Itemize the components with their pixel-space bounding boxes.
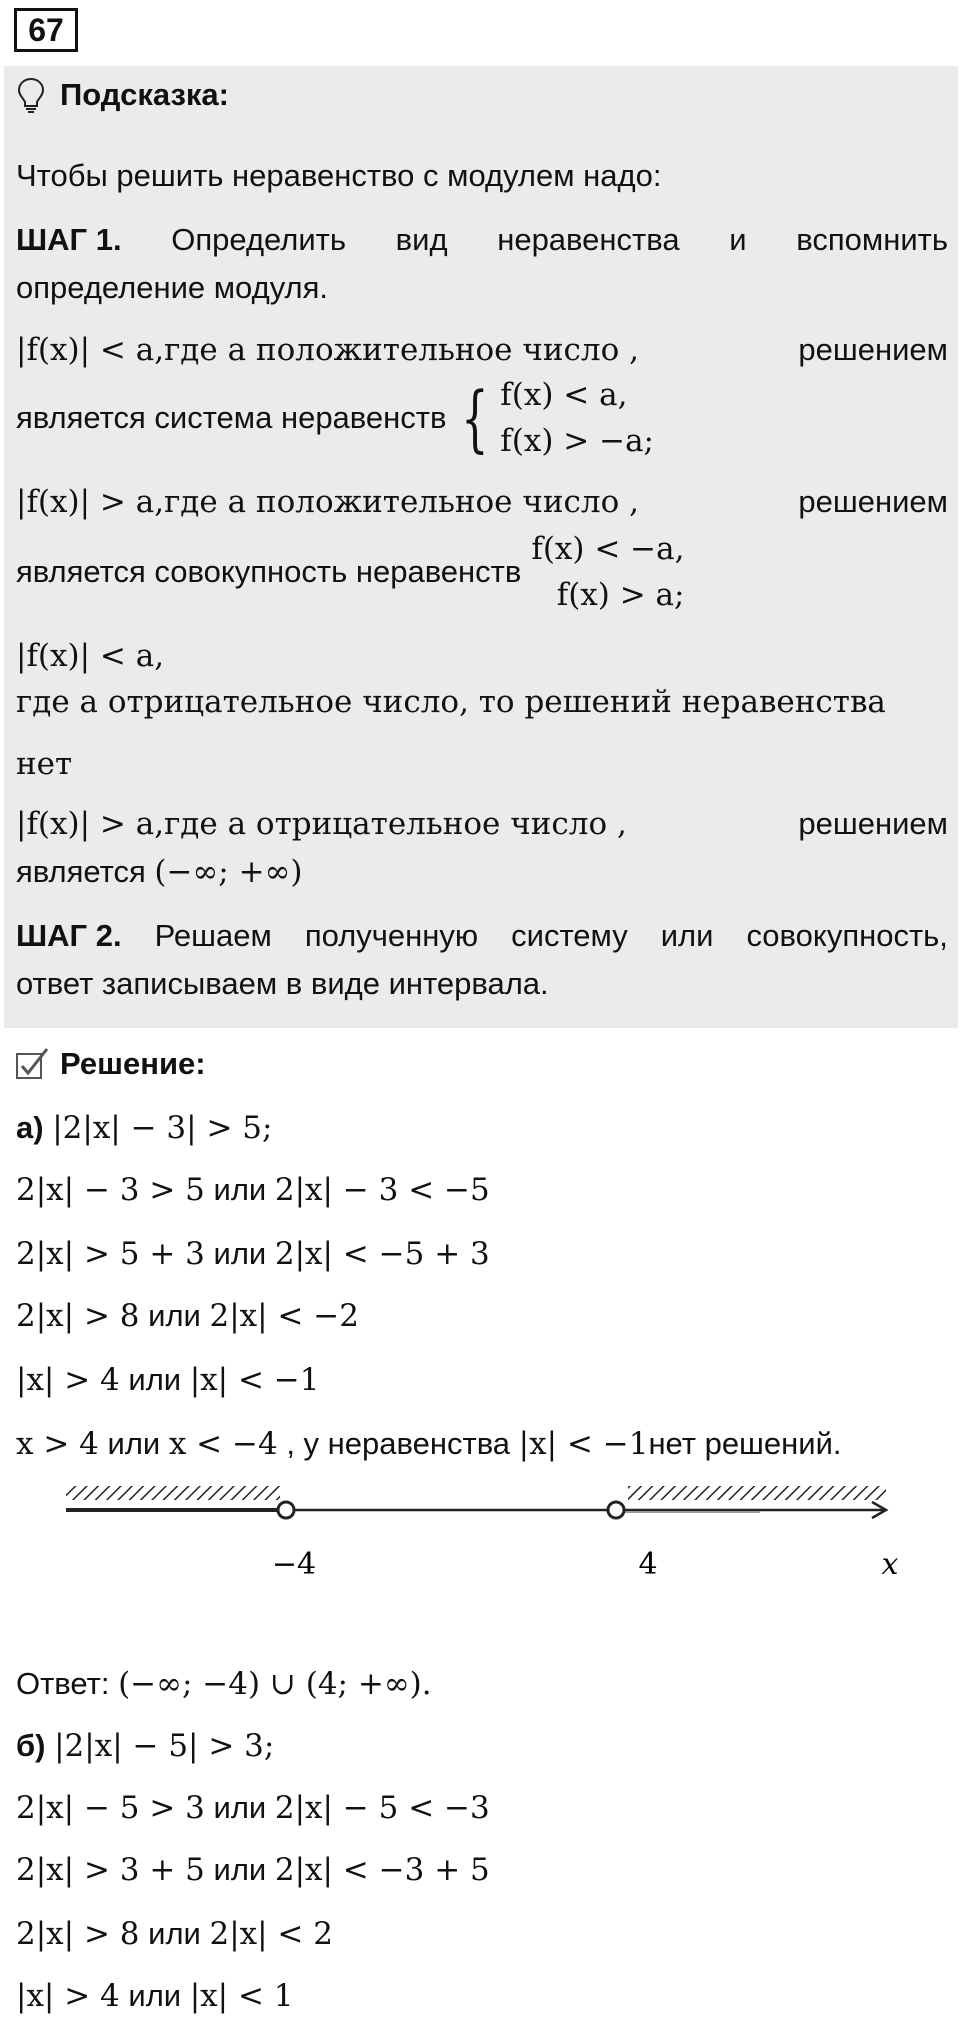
brace: { bbox=[461, 376, 490, 460]
case4-line1 bbox=[16, 806, 948, 842]
case4-expr: |f(x)| > a, bbox=[16, 806, 165, 842]
lightbulb-icon bbox=[16, 76, 46, 114]
math-expr: 2|x| − 3 > 5 bbox=[16, 1172, 205, 1208]
case2-sys-line: f(x) > a; bbox=[556, 577, 685, 613]
step1-line1 bbox=[16, 222, 948, 258]
part-b-label: б) bbox=[16, 1728, 46, 1763]
math-expr: 2|x| − 5 > 3 bbox=[16, 1790, 205, 1826]
math-expr: |x| < −1 bbox=[189, 1362, 320, 1398]
part-a-line bbox=[16, 1362, 320, 1398]
case3-line2: где a отрицательное число, то решений неравенства bbox=[16, 684, 886, 720]
case1-right: решением bbox=[798, 332, 948, 367]
step2-word: Решаем bbox=[154, 918, 272, 953]
or-word: или bbox=[119, 1362, 190, 1397]
hint-intro: Чтобы решить неравенство с модулем надо: bbox=[16, 158, 662, 193]
math-expr: 2|x| < 2 bbox=[209, 1916, 333, 1952]
case2-line2 bbox=[16, 526, 684, 618]
numberline-axis-label: x bbox=[881, 1547, 899, 1582]
case2-collection bbox=[531, 526, 684, 618]
case2-right: решением bbox=[798, 484, 948, 519]
part-a-label: а) bbox=[16, 1110, 44, 1145]
part-a-expr: |2|x| − 3| > 5; bbox=[52, 1110, 273, 1146]
or-word: или bbox=[204, 1236, 275, 1271]
solution-header bbox=[14, 1046, 206, 1082]
hint-heading: Подсказка: bbox=[60, 77, 229, 112]
case2-line1 bbox=[16, 484, 948, 520]
case4-right: решением bbox=[798, 806, 948, 841]
case4-line2-text: является bbox=[16, 854, 146, 889]
answer-prefix: Ответ: bbox=[16, 1666, 119, 1701]
or-word: или bbox=[139, 1298, 210, 1333]
step2-word: полученную bbox=[304, 918, 479, 953]
case1-line2 bbox=[16, 372, 654, 464]
or-word: или bbox=[98, 1426, 169, 1461]
part-b-line bbox=[16, 1790, 490, 1826]
step1-word: Определить bbox=[171, 222, 347, 257]
case1-sys-line: f(x) > −a; bbox=[500, 423, 654, 459]
part-a-final bbox=[16, 1426, 842, 1462]
case2-line2-text: является совокупность неравенств bbox=[16, 554, 522, 589]
case1-text: где a положительное число , bbox=[164, 332, 639, 368]
open-point-left bbox=[278, 1502, 294, 1518]
part-b-statement bbox=[16, 1728, 274, 1764]
answer-line bbox=[16, 1666, 432, 1702]
case2-sys-line: f(x) < −a, bbox=[531, 531, 685, 567]
part-b-expr: |2|x| − 5| > 3; bbox=[54, 1728, 275, 1764]
or-word: или bbox=[204, 1172, 275, 1207]
step1-line2: определение модуля. bbox=[16, 270, 329, 305]
math-expr: 2|x| > 3 + 5 bbox=[16, 1852, 205, 1888]
case3-line3: нет bbox=[16, 746, 73, 782]
number-line bbox=[0, 1470, 960, 1590]
case2-expr: |f(x)| > a, bbox=[16, 484, 165, 520]
math-expr: 2|x| < −5 + 3 bbox=[274, 1236, 490, 1272]
solution-heading: Решение: bbox=[60, 1046, 206, 1081]
step2-word: совокупность, bbox=[746, 918, 948, 953]
math-expr: |x| < 1 bbox=[189, 1978, 294, 2014]
part-b-line bbox=[16, 1916, 333, 1952]
case2-text: где a положительное число , bbox=[164, 484, 639, 520]
hint-header bbox=[16, 76, 229, 114]
case4-interval: (−∞; +∞) bbox=[154, 854, 303, 890]
step1-word: вид bbox=[395, 222, 448, 257]
text: нет решений. bbox=[648, 1426, 842, 1461]
step2-line1 bbox=[16, 918, 948, 954]
numberline-label-right: 4 bbox=[638, 1547, 658, 1582]
case4-text: где a отрицательное число , bbox=[164, 806, 627, 842]
part-b-line bbox=[16, 1852, 490, 1888]
case1-line1 bbox=[16, 332, 948, 368]
math-expr: |x| > 4 bbox=[16, 1362, 120, 1398]
case1-expr: |f(x)| < a, bbox=[16, 332, 165, 368]
step2-word: систему bbox=[511, 918, 628, 953]
step1-word: неравенства bbox=[497, 222, 680, 257]
answer-value: (−∞; −4) ∪ (4; +∞). bbox=[118, 1666, 432, 1702]
or-word: или bbox=[139, 1916, 210, 1951]
part-a-line bbox=[16, 1236, 490, 1272]
case3-expr: |f(x)| < a, bbox=[16, 638, 165, 674]
task-number: 67 bbox=[14, 8, 78, 52]
math-expr: x > 4 bbox=[16, 1426, 99, 1462]
numberline-label-left: −4 bbox=[271, 1547, 317, 1582]
step1-word: и bbox=[729, 222, 747, 257]
open-point-right bbox=[608, 1502, 624, 1518]
part-b-line bbox=[16, 1978, 294, 2014]
math-expr: 2|x| > 8 bbox=[16, 1298, 140, 1334]
step2-line2: ответ записываем в виде интервала. bbox=[16, 966, 549, 1001]
step1-label: ШАГ 1. bbox=[16, 222, 122, 257]
part-a-statement bbox=[16, 1110, 272, 1146]
step1-word: вспомнить bbox=[796, 222, 948, 257]
math-expr: 2|x| − 3 < −5 bbox=[274, 1172, 490, 1208]
case1-system bbox=[452, 372, 654, 464]
part-a-line bbox=[16, 1298, 359, 1334]
math-expr: 2|x| < −2 bbox=[209, 1298, 359, 1334]
step2-word: или bbox=[660, 918, 714, 953]
math-expr: 2|x| > 8 bbox=[16, 1916, 140, 1952]
hatch-right bbox=[628, 1486, 886, 1500]
case1-sys-line: f(x) < a, bbox=[500, 377, 628, 413]
math-expr: x < −4 bbox=[168, 1426, 278, 1462]
or-word: или bbox=[204, 1852, 275, 1887]
math-expr: 2|x| < −3 + 5 bbox=[274, 1852, 490, 1888]
part-a-line bbox=[16, 1172, 490, 1208]
math-expr: |x| > 4 bbox=[16, 1978, 120, 2014]
math-expr: 2|x| − 5 < −3 bbox=[274, 1790, 490, 1826]
checkbox-icon bbox=[14, 1046, 50, 1082]
hatch-left bbox=[66, 1486, 280, 1500]
or-word: или bbox=[119, 1978, 190, 2013]
text: , у неравенства bbox=[277, 1426, 519, 1461]
math-expr: 2|x| > 5 + 3 bbox=[16, 1236, 205, 1272]
math-expr: |x| < −1 bbox=[518, 1426, 649, 1462]
case1-line2-text: является система неравенств bbox=[16, 400, 447, 435]
case4-line2 bbox=[16, 854, 303, 890]
or-word: или bbox=[204, 1790, 275, 1825]
step2-label: ШАГ 2. bbox=[16, 918, 122, 953]
